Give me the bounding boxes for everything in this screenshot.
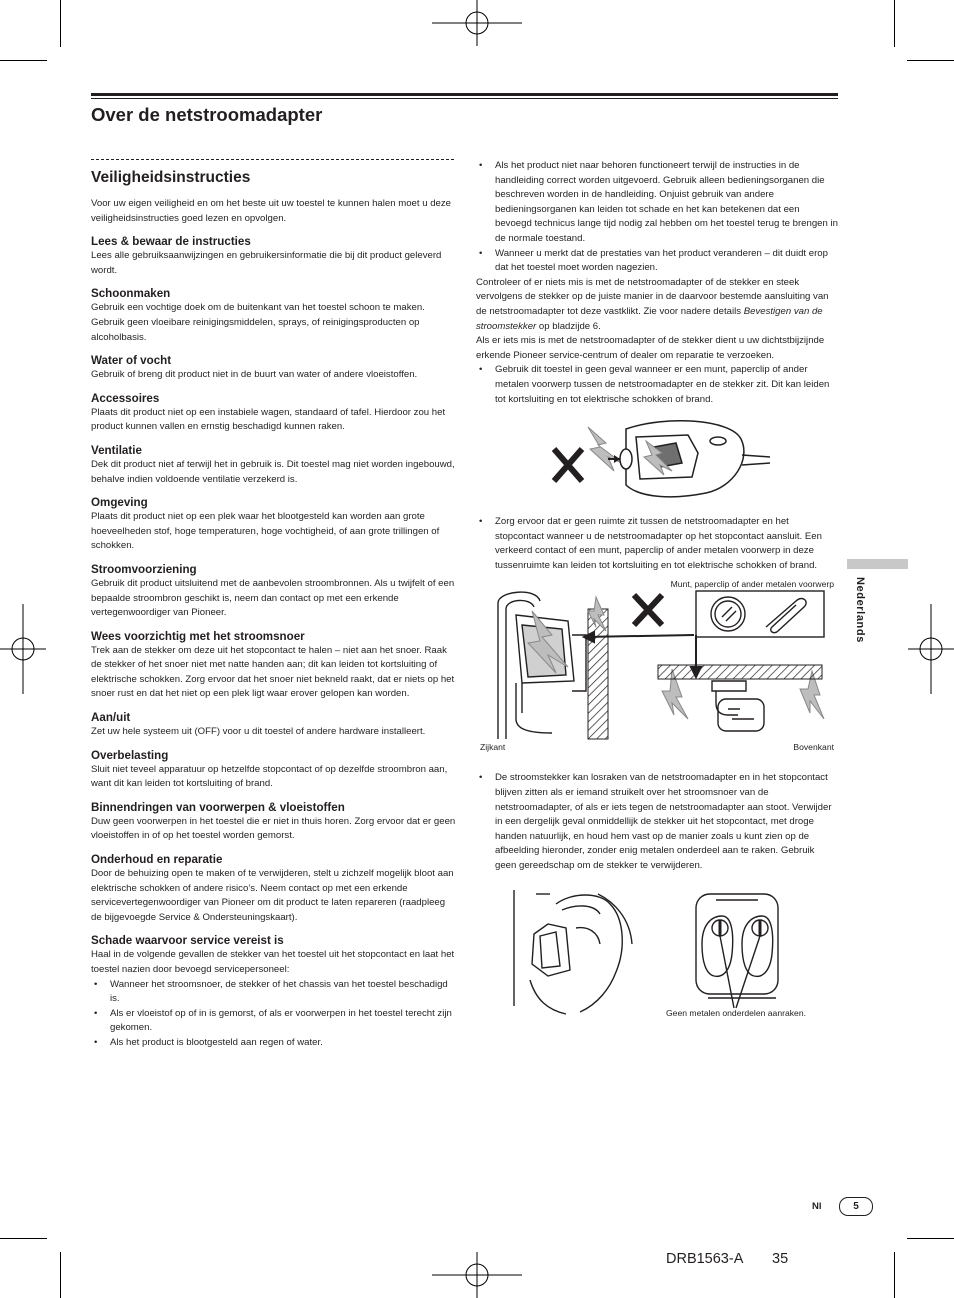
- figure-label-side-view: Zijkant: [480, 742, 506, 753]
- registration-mark-top: [432, 0, 522, 46]
- list-item: • Wanneer het stroomsnoer, de stekker of het chassis van het toestel beschadigd is.: [91, 978, 457, 1007]
- safety-item: [91, 630, 457, 702]
- item-text: Plaats dit product niet op een plek waar het blootgesteld kan worden aan grote hoeveelheden stof, hoge temperaturen, hoge vochtigheid, of aan grote trillingen of schokken.: [91, 511, 440, 552]
- item-heading: Stroomvoorziening: [91, 562, 197, 576]
- item-text: Gebruik dit product uitsluitend met de aanbevolen stroombronnen. Als u twijfelt of een bepaalde stroombron geschikt is, neem dan contact op met een erkende vertegenwoordiger van Pioneer.: [91, 577, 455, 619]
- item-heading: Overbelasting: [91, 748, 169, 762]
- figure-label-top-view: Bovenkant: [793, 742, 834, 753]
- list-item: • Als het product niet naar behoren functioneert terwijl de instructies in de handleiding correct worden uitgevoerd. Gebruik alleen bedieningsorganen die beschreven worden in de handleiding. Onjuist gebruik van andere bedieningsorganen kan leiden tot schade en het kan betekenen dat een bevoegd technicus lange tijd nodig zal hebben om het toestel terug te brengen in de normale toestand.: [476, 159, 838, 247]
- language-label: Nederlands: [854, 577, 866, 643]
- item-heading: Omgeving: [91, 496, 148, 510]
- item-text: Zet uw hele systeem uit (OFF) voor u dit toestel of andere hardware installeert.: [91, 726, 426, 738]
- crop-mark: [0, 60, 47, 61]
- coin-and-paperclip-box: [696, 591, 824, 637]
- document-code: DRB1563-A: [666, 1251, 744, 1267]
- safety-item: [91, 749, 457, 792]
- registration-mark-left: [0, 604, 46, 694]
- repair-paragraph: Als er iets mis is met de netstroomadapter of de stekker dient u uw dichtstbijzijnde erkende Pioneer service-centrum of dealer om reparatie te verzoeken.: [476, 335, 825, 361]
- plug-removal-illustration: [476, 888, 838, 1028]
- outlet-front-view: [696, 894, 778, 1008]
- safety-item: [91, 354, 457, 383]
- item-heading: Onderhoud en reparatie: [91, 853, 223, 867]
- list-item: • Wanneer u merkt dat de prestaties van het product veranderen – dit duidt erop dat het toestel moet worden nagezien.: [476, 247, 838, 276]
- item-text: Gebruik of breng dit product niet in de buurt van water of andere vloeistoffen.: [91, 369, 418, 381]
- crop-mark: [60, 1252, 61, 1298]
- section-divider: [91, 159, 454, 160]
- section-title: Veiligheidsinstructies: [91, 169, 251, 186]
- item-heading: Water of vocht: [91, 354, 172, 368]
- safety-item: [91, 444, 457, 487]
- safety-item: [91, 235, 457, 278]
- item-text: Dek dit product niet af terwijl het in gebruik is. Dit toestel mag niet worden ingebouwd, behalve indien voldoende ventilatie verzekerd is.: [91, 458, 455, 485]
- safety-item: [91, 801, 457, 844]
- gap-warning-list: [476, 515, 838, 573]
- item-heading: Lees & bewaar de instructies: [91, 235, 251, 249]
- language-tab: [847, 559, 908, 569]
- outlet-top-hatch: [658, 665, 822, 679]
- item-text: Door de behuizing open te maken of te verwijderen, stelt u zichzelf mogelijk bloot aan elektrische schokken of andere risico’s. Neem contact op met een erkende servicevertegenwoordiger van Pioneer om dit product te laten repareren (raadpleeg de bijgevoegde Service & Ondersteuningskaart).: [91, 868, 454, 923]
- cross-reference: Bevestigen van de stroomstekker: [476, 305, 823, 332]
- item-heading: Schoonmaken: [91, 287, 171, 301]
- crop-mark: [0, 1238, 47, 1239]
- hand-holding-plug: [514, 890, 632, 1014]
- gap-illustration: [476, 579, 838, 761]
- header-rule-thin: [91, 98, 838, 99]
- list-item: • Zorg ervoor dat er geen ruimte zit tussen de netstroomadapter en het stopcontact wanneer u de netstroomadapter op het stopcontact aansluit. Een verkeerd contact of een munt, paperclip of ander metalen voorwerp in deze tussenruimte kan leiden tot kortsluiting en tot elektrische schokken of brand.: [476, 515, 838, 573]
- item-heading: Wees voorzichtig met het stroomsnoer: [91, 629, 305, 643]
- item-text: Duw geen voorwerpen in het toestel die er niet in thuis horen. Zorg ervoor dat er geen vloeistoffen in of op het toestel worden gemorst.: [91, 815, 456, 842]
- figure-caption-no-metal: Geen metalen onderdelen aanraken.: [666, 1007, 806, 1018]
- page-language-code: Nl: [812, 1201, 822, 1212]
- item-heading: Ventilatie: [91, 443, 142, 457]
- safety-item: [91, 287, 457, 345]
- registration-mark-bottom: [432, 1252, 522, 1298]
- item-text: Sluit niet teveel apparatuur op hetzelfde stopcontact of op dezelfde stroombron aan, want dit kan leiden tot kortsluiting of brand.: [91, 763, 448, 790]
- page-number: 5: [839, 1197, 873, 1216]
- safety-item: [91, 853, 457, 925]
- coin-warning-list: [476, 363, 838, 407]
- item-heading: Accessoires: [91, 391, 160, 405]
- header-rule: [91, 93, 838, 96]
- coin-warning-illustration: [476, 413, 838, 505]
- hand-plug-diagram: [476, 888, 838, 1028]
- safety-item: [91, 711, 457, 740]
- safety-item: [91, 496, 457, 554]
- check-adapter-paragraph: Controleer of er niets mis is met de netstroomadapter of de stekker en steek vervolgens de stekker op de juiste manier in de daarvoor bestemde aansluiting van de netstroomadapter tot deze vastklikt. Zie voor nadere details Bevestigen van de stroomstekker op bladzijde 6.: [476, 276, 829, 332]
- right-column: [476, 159, 838, 1028]
- crop-mark: [894, 0, 895, 47]
- service-bullet-list-continued: [476, 159, 838, 276]
- crop-mark: [894, 1252, 895, 1298]
- page-title: Over de netstroomadapter: [91, 104, 323, 125]
- item-text: Lees alle gebruiksaanwijzingen en gebruikersinformatie die bij dit product geleverd wordt.: [91, 250, 442, 276]
- item-heading: Aan/uit: [91, 711, 131, 725]
- crop-mark: [907, 1238, 954, 1239]
- prohibited-x-icon: [634, 595, 662, 625]
- crop-mark: [60, 0, 61, 47]
- safety-item: [91, 934, 457, 977]
- left-column: [91, 197, 457, 1051]
- prohibited-x-icon: [554, 449, 582, 481]
- gap-diagram: [476, 579, 838, 761]
- list-item: • Als er vloeistof op of in is gemorst, of als er voorwerpen in het toestel terecht zijn gekomen.: [91, 1007, 457, 1036]
- registration-mark-right: [908, 604, 954, 694]
- document-page: 35: [772, 1251, 789, 1267]
- wall-outlet-side-view: [498, 593, 586, 740]
- plug-warning-list: [476, 771, 838, 873]
- item-text: Plaats dit product niet op een instabiele wagen, standaard of tafel. Hierdoor zou het product kunnen vallen en ernstig beschadigd kunnen raken.: [91, 406, 446, 433]
- list-item: • Gebruik dit toestel in geen geval wanneer er een munt, paperclip of ander metalen voorwerp tussen de netstroomadapter en de stekker zit. Dit kan leiden tot kortsluiting en tot elektrische schokken of brand.: [476, 363, 838, 407]
- item-text: Haal in de volgende gevallen de stekker van het toestel uit het stopcontact en laat het toestel nazien door bevoegd servicepersoneel:: [91, 949, 455, 975]
- plug-top-view: [712, 681, 764, 731]
- item-text: Gebruik een vochtige doek om de buitenkant van het toestel schoon te maken. Gebruik geen vloeibare reinigingsmiddelen, sprays, of reinigingsproducten op alcoholbasis.: [91, 302, 425, 343]
- figure-label-metal-object: Munt, paperclip of ander metalen voorwerp: [670, 579, 834, 590]
- safety-item: [91, 392, 457, 435]
- item-text: Trek aan de stekker om deze uit het stopcontact te halen – niet aan het snoer. Raak de stekker of het snoer niet met natte handen aan; dit kan leiden tot kortsluiting of elektrische schokken. Zorg ervoor dat het snoer niet bekneld raakt, dat er niets op het snoer rust en dat het niet op een plek ligt waar erover gelopen kan worden.: [91, 644, 455, 700]
- list-item: • De stroomstekker kan losraken van de netstroomadapter en in het stopcontact blijven zitten als er iemand struikelt over het stroomsnoer van de netstroomadapter, of als er iets tegen de netstroomadapter aan stoot. Verwijder in een dergelijk geval onmiddellijk de stekker uit het stopcontact, met droge handen natuurlijk, en houd hem vast op de manier zoals u kunt zien op de afbeelding hieronder, zonder enig metalen onderdeel aan te raken. Gebruik geen gereedschap om de stekker te verwijderen.: [476, 771, 838, 873]
- intro-text: Voor uw eigen veiligheid en om het beste uit uw toestel te kunnen halen moet u deze veiligheidsinstructies goed lezen en opvolgen.: [91, 198, 452, 224]
- item-heading: Schade waarvoor service vereist is: [91, 934, 284, 948]
- item-heading: Binnendringen van voorwerpen & vloeistoffen: [91, 800, 345, 814]
- service-bullet-list: [91, 978, 457, 1051]
- crop-mark: [907, 60, 954, 61]
- safety-item: [91, 563, 457, 621]
- list-item: • Als het product is blootgesteld aan regen of water.: [91, 1036, 457, 1051]
